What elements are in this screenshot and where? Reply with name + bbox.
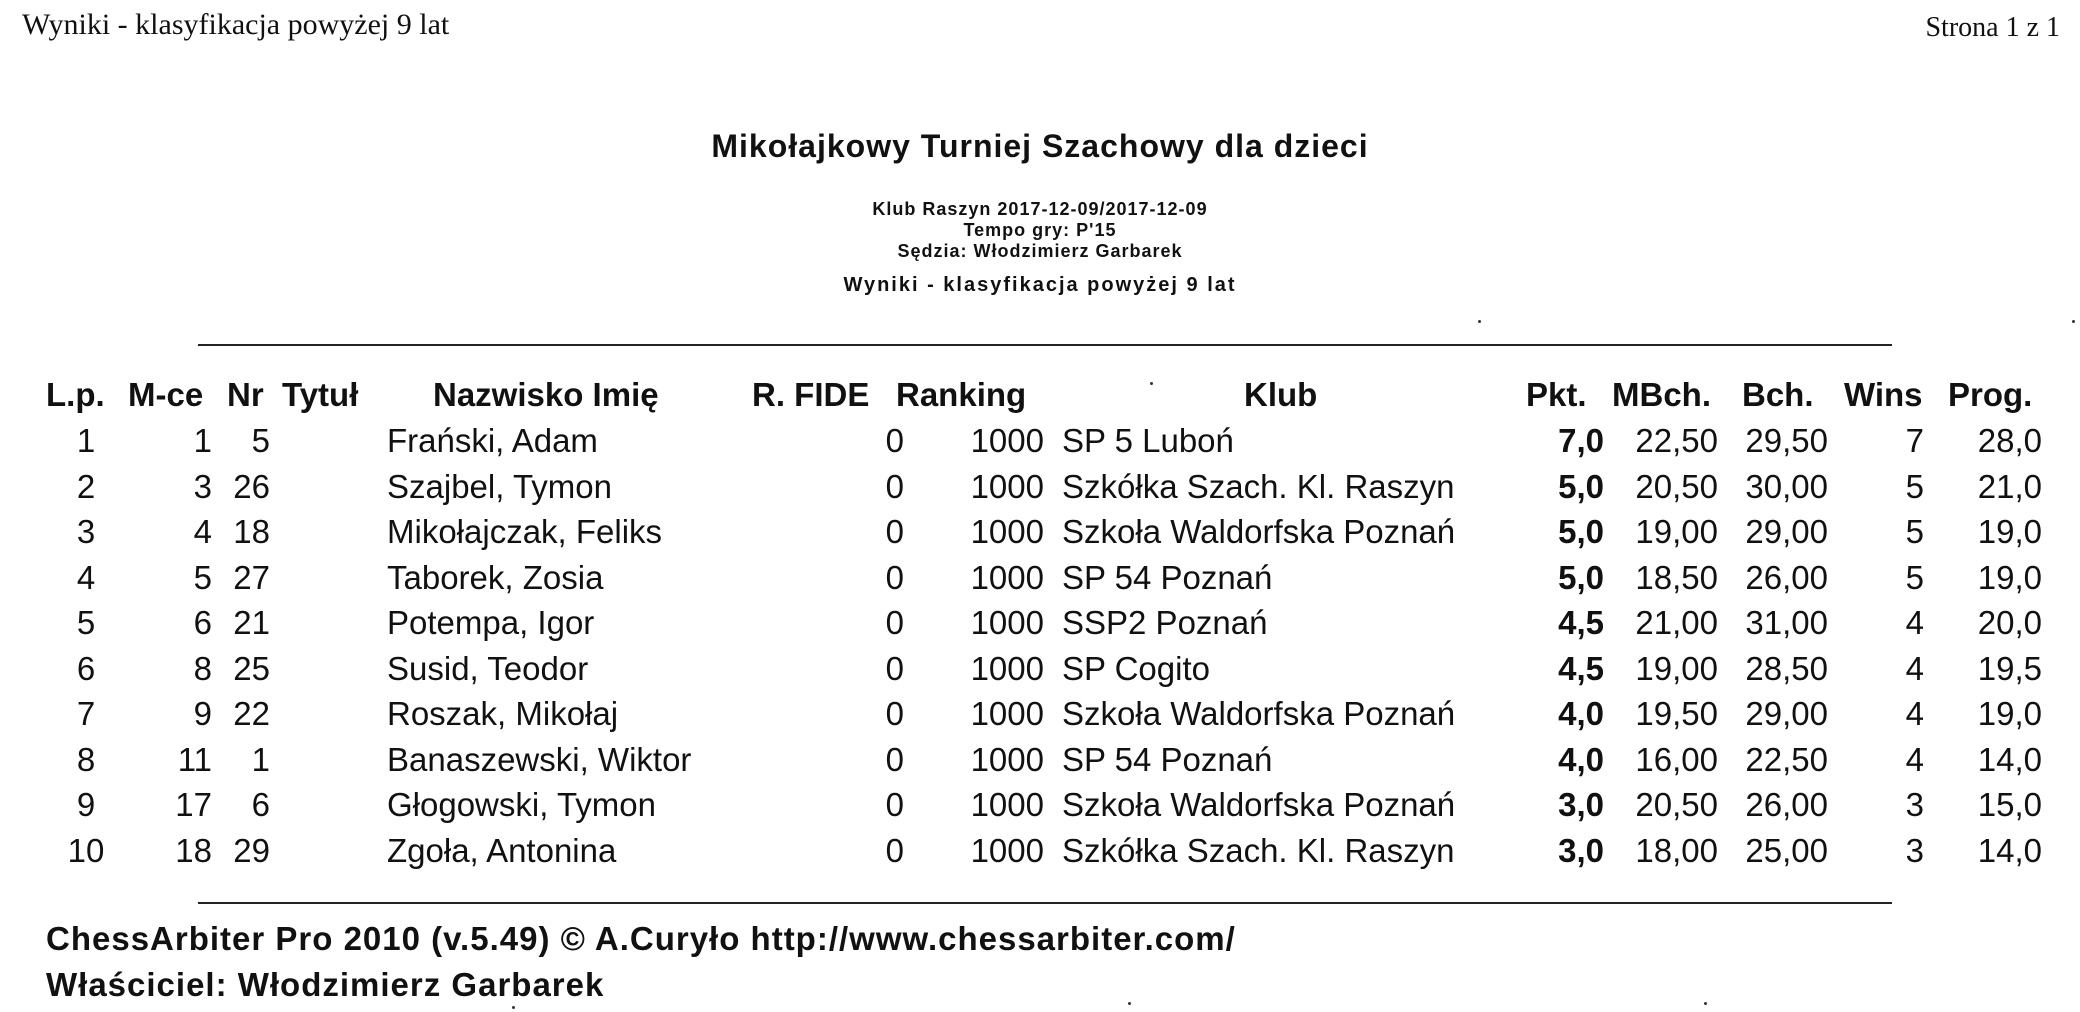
cell-fide: 0 <box>885 695 904 732</box>
cell-fide: 0 <box>885 741 904 778</box>
cell-pkt: 5,0 <box>1558 513 1604 550</box>
cell-ranking: 1000 <box>970 741 1044 778</box>
tempo: Tempo gry: P'15 <box>963 220 1117 240</box>
cell-lp: 1 <box>76 422 96 459</box>
cell-nr: 25 <box>233 650 270 687</box>
scan-speck <box>1150 382 1153 385</box>
cell-klub: SP 54 Poznań <box>1062 741 1273 778</box>
cell-prog: 19,5 <box>1977 650 2042 687</box>
header-name: Nazwisko Imię <box>433 376 659 413</box>
cell-bch: 26,00 <box>1745 786 1828 823</box>
header-fide: R. FIDE <box>752 376 870 413</box>
header-ranking: Ranking <box>896 376 1027 413</box>
cell-mbch: 18,00 <box>1635 832 1718 869</box>
cell-pkt: 3,0 <box>1558 832 1604 869</box>
cell-lp: 9 <box>76 786 96 823</box>
cell-bch: 22,50 <box>1745 741 1828 778</box>
header-lp: L.p. <box>46 376 105 413</box>
cell-ranking: 1000 <box>970 559 1044 596</box>
cell-ranking: 1000 <box>970 786 1044 823</box>
cell-name: Szajbel, Tymon <box>387 468 613 505</box>
header-tytul: Tytuł <box>282 376 359 413</box>
cell-klub: Szkoła Waldorfska Poznań <box>1062 695 1456 732</box>
cell-mbch: 16,00 <box>1635 741 1718 778</box>
cell-ranking: 1000 <box>970 695 1044 732</box>
cell-klub: SP 54 Poznań <box>1062 559 1273 596</box>
cell-bch: 25,00 <box>1745 832 1828 869</box>
cell-klub: Szkoła Waldorfska Poznań <box>1062 786 1456 823</box>
scan-speck <box>1128 1002 1131 1005</box>
cell-pkt: 5,0 <box>1558 468 1604 505</box>
header-nr: Nr <box>227 376 264 413</box>
cell-mce: 11 <box>177 741 212 778</box>
cell-mbch: 18,50 <box>1635 559 1718 596</box>
cell-mbch: 21,00 <box>1635 604 1718 641</box>
cell-pkt: 4,0 <box>1558 695 1604 732</box>
cell-bch: 29,00 <box>1745 513 1828 550</box>
cell-ranking: 1000 <box>970 422 1044 459</box>
cell-nr: 22 <box>233 695 270 732</box>
cell-wins: 3 <box>1905 832 1924 869</box>
scan-speck <box>512 1006 515 1009</box>
cell-wins: 3 <box>1905 786 1924 823</box>
cell-prog: 20,0 <box>1977 604 2042 641</box>
cell-ranking: 1000 <box>970 604 1044 641</box>
cell-nr: 27 <box>233 559 270 596</box>
cell-wins: 5 <box>1905 468 1924 505</box>
cell-bch: 26,00 <box>1745 559 1828 596</box>
header-wins: Wins <box>1844 376 1923 413</box>
cell-nr: 21 <box>233 604 270 641</box>
cell-bch: 29,50 <box>1745 422 1828 459</box>
header-mbch: MBch. <box>1612 376 1711 413</box>
cell-mbch: 22,50 <box>1635 422 1718 459</box>
cell-lp: 4 <box>76 559 96 596</box>
cell-fide: 0 <box>885 559 904 596</box>
cell-ranking: 1000 <box>970 650 1044 687</box>
cell-prog: 21,0 <box>1977 468 2042 505</box>
cell-ranking: 1000 <box>970 513 1044 550</box>
cell-klub: SSP2 Poznań <box>1062 604 1268 641</box>
page-number: Strona 1 z 1 <box>1925 12 2060 43</box>
cell-pkt: 5,0 <box>1558 559 1604 596</box>
cell-fide: 0 <box>885 832 904 869</box>
results-subtitle: Wyniki - klasyfikacja powyżej 9 lat <box>843 274 1237 296</box>
cell-nr: 26 <box>233 468 270 505</box>
cell-wins: 4 <box>1905 650 1924 687</box>
header-mce: M-ce <box>128 376 204 413</box>
cell-name: Roszak, Mikołaj <box>387 695 619 732</box>
cell-prog: 15,0 <box>1977 786 2042 823</box>
cell-name: Potempa, Igor <box>387 604 595 641</box>
cell-mce: 1 <box>193 422 212 459</box>
cell-mce: 8 <box>193 650 212 687</box>
cell-wins: 4 <box>1905 604 1924 641</box>
cell-name: Susid, Teodor <box>387 650 589 687</box>
cell-klub: SP Cogito <box>1062 650 1210 687</box>
cell-fide: 0 <box>885 513 904 550</box>
cell-mbch: 19,50 <box>1635 695 1718 732</box>
club-dates: Klub Raszyn 2017-12-09/2017-12-09 <box>872 199 1208 219</box>
cell-pkt: 4,0 <box>1558 741 1604 778</box>
cell-name: Frański, Adam <box>387 422 598 459</box>
cell-bch: 28,50 <box>1745 650 1828 687</box>
cell-prog: 19,0 <box>1977 559 2042 596</box>
referee: Sędzia: Włodzimierz Garbarek <box>897 241 1183 261</box>
cell-mce: 9 <box>193 695 212 732</box>
cell-wins: 5 <box>1905 513 1924 550</box>
cell-lp: 3 <box>76 513 96 550</box>
cell-nr: 29 <box>233 832 270 869</box>
cell-nr: 1 <box>251 741 270 778</box>
cell-mbch: 19,00 <box>1635 513 1718 550</box>
cell-ranking: 1000 <box>970 468 1044 505</box>
document-title: Mikołajkowy Turniej Szachowy dla dzieci <box>711 128 1369 164</box>
cell-bch: 29,00 <box>1745 695 1828 732</box>
cell-name: Mikołajczak, Feliks <box>387 513 663 550</box>
cell-name: Zgoła, Antonina <box>387 832 617 869</box>
cell-lp: 5 <box>76 604 96 641</box>
cell-wins: 4 <box>1905 695 1924 732</box>
cell-fide: 0 <box>885 468 904 505</box>
cell-nr: 18 <box>233 513 270 550</box>
scan-speck <box>1704 1002 1707 1005</box>
cell-prog: 19,0 <box>1977 513 2042 550</box>
cell-lp: 10 <box>67 832 105 869</box>
cell-mce: 3 <box>193 468 212 505</box>
cell-prog: 28,0 <box>1977 422 2042 459</box>
cell-lp: 7 <box>76 695 96 732</box>
cell-pkt: 7,0 <box>1558 422 1604 459</box>
header-pkt: Pkt. <box>1526 376 1587 413</box>
cell-pkt: 4,5 <box>1558 604 1604 641</box>
scan-speck <box>2072 320 2075 323</box>
cell-fide: 0 <box>885 422 904 459</box>
cell-name: Głogowski, Tymon <box>387 786 656 823</box>
owner: Właściciel: Włodzimierz Garbarek <box>46 966 605 1003</box>
cell-fide: 0 <box>885 650 904 687</box>
cell-lp: 8 <box>76 741 96 778</box>
cell-pkt: 3,0 <box>1558 786 1604 823</box>
cell-name: Banaszewski, Wiktor <box>387 741 692 778</box>
cell-prog: 19,0 <box>1977 695 2042 732</box>
cell-wins: 5 <box>1905 559 1924 596</box>
page-header-left: Wyniki - klasyfikacja powyżej 9 lat <box>22 8 450 41</box>
cell-nr: 6 <box>251 786 270 823</box>
cell-klub: Szkoła Waldorfska Poznań <box>1062 513 1456 550</box>
scan-speck <box>1478 320 1481 323</box>
cell-prog: 14,0 <box>1977 741 2042 778</box>
cell-bch: 31,00 <box>1745 604 1828 641</box>
cell-prog: 14,0 <box>1977 832 2042 869</box>
cell-mce: 5 <box>193 559 212 596</box>
cell-ranking: 1000 <box>970 832 1044 869</box>
cell-bch: 30,00 <box>1745 468 1828 505</box>
cell-name: Taborek, Zosia <box>387 559 604 596</box>
cell-mce: 4 <box>193 513 212 550</box>
cell-mbch: 20,50 <box>1635 786 1718 823</box>
cell-wins: 4 <box>1905 741 1924 778</box>
header-klub: Klub <box>1244 376 1318 413</box>
cell-mbch: 19,00 <box>1635 650 1718 687</box>
cell-mce: 6 <box>193 604 212 641</box>
header-prog: Prog. <box>1948 376 2033 413</box>
cell-klub: Szkółka Szach. Kl. Raszyn <box>1062 468 1455 505</box>
software-credit: ChessArbiter Pro 2010 (v.5.49) © A.Curyło http://www.chessarbiter.com/ <box>46 920 1236 957</box>
cell-fide: 0 <box>885 604 904 641</box>
cell-pkt: 4,5 <box>1558 650 1604 687</box>
header-bch: Bch. <box>1742 376 1814 413</box>
cell-lp: 2 <box>76 468 96 505</box>
cell-mce: 17 <box>175 786 212 823</box>
cell-mce: 18 <box>175 832 212 869</box>
cell-lp: 6 <box>76 650 96 687</box>
cell-wins: 7 <box>1905 422 1924 459</box>
cell-klub: Szkółka Szach. Kl. Raszyn <box>1062 832 1455 869</box>
cell-nr: 5 <box>251 422 270 459</box>
bottom-divider <box>198 902 1892 904</box>
cell-fide: 0 <box>885 786 904 823</box>
cell-klub: SP 5 Luboń <box>1062 422 1234 459</box>
top-divider <box>198 344 1892 346</box>
cell-mbch: 20,50 <box>1635 468 1718 505</box>
